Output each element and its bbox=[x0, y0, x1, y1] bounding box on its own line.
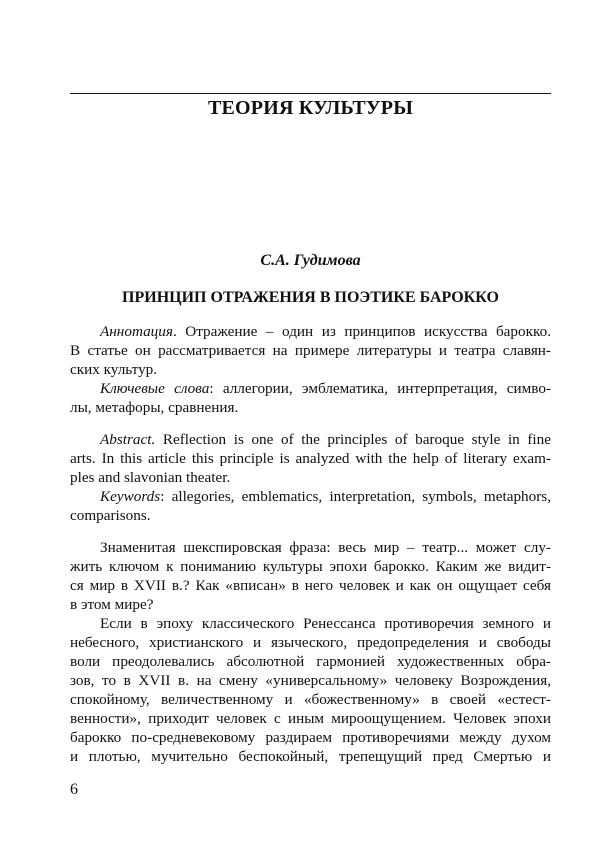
keywords-en-line-1 bbox=[70, 487, 551, 506]
paragraph-1-line: в этом мире? bbox=[70, 596, 154, 613]
annotation-ru-line-2: В статье он рассматривается на примере литературы и театра славян- bbox=[70, 342, 551, 359]
keywords-ru-line-2: лы, метафоры, сравнения. bbox=[70, 399, 239, 416]
abstract-en-line-1 bbox=[70, 430, 551, 449]
paragraph-1-line: жить ключом к пониманию культуры эпохи барокко. Каким же видит- bbox=[70, 558, 551, 575]
abstract-en-block bbox=[70, 430, 551, 525]
abstract-en-text: Reflection is one of the principles of baroque style in fine bbox=[155, 431, 551, 448]
paragraph-1-line: Знаменитая шекспировская фраза: весь мир – театр... может слу- bbox=[100, 539, 551, 556]
section-title: ТЕОРИЯ КУЛЬТУРЫ bbox=[207, 97, 414, 119]
paragraph-2-line: барокко по-средневековому раздираем противоречиями между духом bbox=[70, 729, 551, 746]
paragraph-2-line: зов, то в XVII в. на смену «универсальному» человеку Возрождения, bbox=[70, 672, 551, 689]
annotation-ru-block bbox=[70, 322, 551, 417]
paragraph-2-line: Если в эпоху классического Ренессанса противоречия земного и bbox=[100, 615, 551, 632]
keywords-en-line-2: comparisons. bbox=[70, 507, 151, 524]
paragraph-2-line: и плотью, мучительно беспокойный, трепещущий пред Смертью и bbox=[70, 748, 551, 765]
article-title: ПРИНЦИП ОТРАЖЕНИЯ В ПОЭТИКЕ БАРОККО bbox=[122, 289, 499, 306]
annotation-ru-text: . Отражение – один из принципов искусства барокко. bbox=[172, 323, 551, 340]
annotation-ru-line-3: ских культур. bbox=[70, 361, 158, 378]
keywords-en-label: Keywords bbox=[100, 488, 161, 505]
keywords-ru-label: Ключевые слова bbox=[100, 380, 210, 397]
paragraph-2-line: спокойному, величественному и «божественному» в своей «естест- bbox=[70, 691, 551, 708]
paragraph-2-line: воли преодолевались абсолютной гармонией художественных обра- bbox=[70, 653, 551, 670]
paragraph-2-line: венности», приходит человек с иным мироощущением. Человек эпохи bbox=[70, 710, 551, 727]
paragraph-1-line: ся мир в XVII в.? Как «вписан» в него человек и как он ощущает себя bbox=[70, 577, 551, 594]
article-author: С.А. Гудимова bbox=[260, 252, 361, 269]
body-text bbox=[70, 538, 551, 766]
abstract-en-label: Abstract. bbox=[100, 431, 156, 448]
keywords-ru-text: : аллегории, эмблематика, интерпретация, симво- bbox=[209, 380, 551, 397]
abstract-en-line-3: ples and slavonian theater. bbox=[70, 469, 231, 486]
paragraph-2-line: небесного, христианского и языческого, предопределения и свободы bbox=[70, 634, 551, 651]
page-number: 6 bbox=[70, 781, 78, 798]
keywords-en-text: : allegories, emblematics, interpretation, symbols, metaphors, bbox=[160, 488, 551, 505]
header-rule bbox=[70, 93, 551, 94]
keywords-ru-line-1 bbox=[70, 379, 551, 398]
abstract-en-line-2: arts. In this article this principle is analyzed with the help of literary exam- bbox=[70, 450, 551, 467]
annotation-ru-label: Аннотация bbox=[100, 323, 173, 340]
annotation-ru-line-1 bbox=[70, 322, 551, 341]
